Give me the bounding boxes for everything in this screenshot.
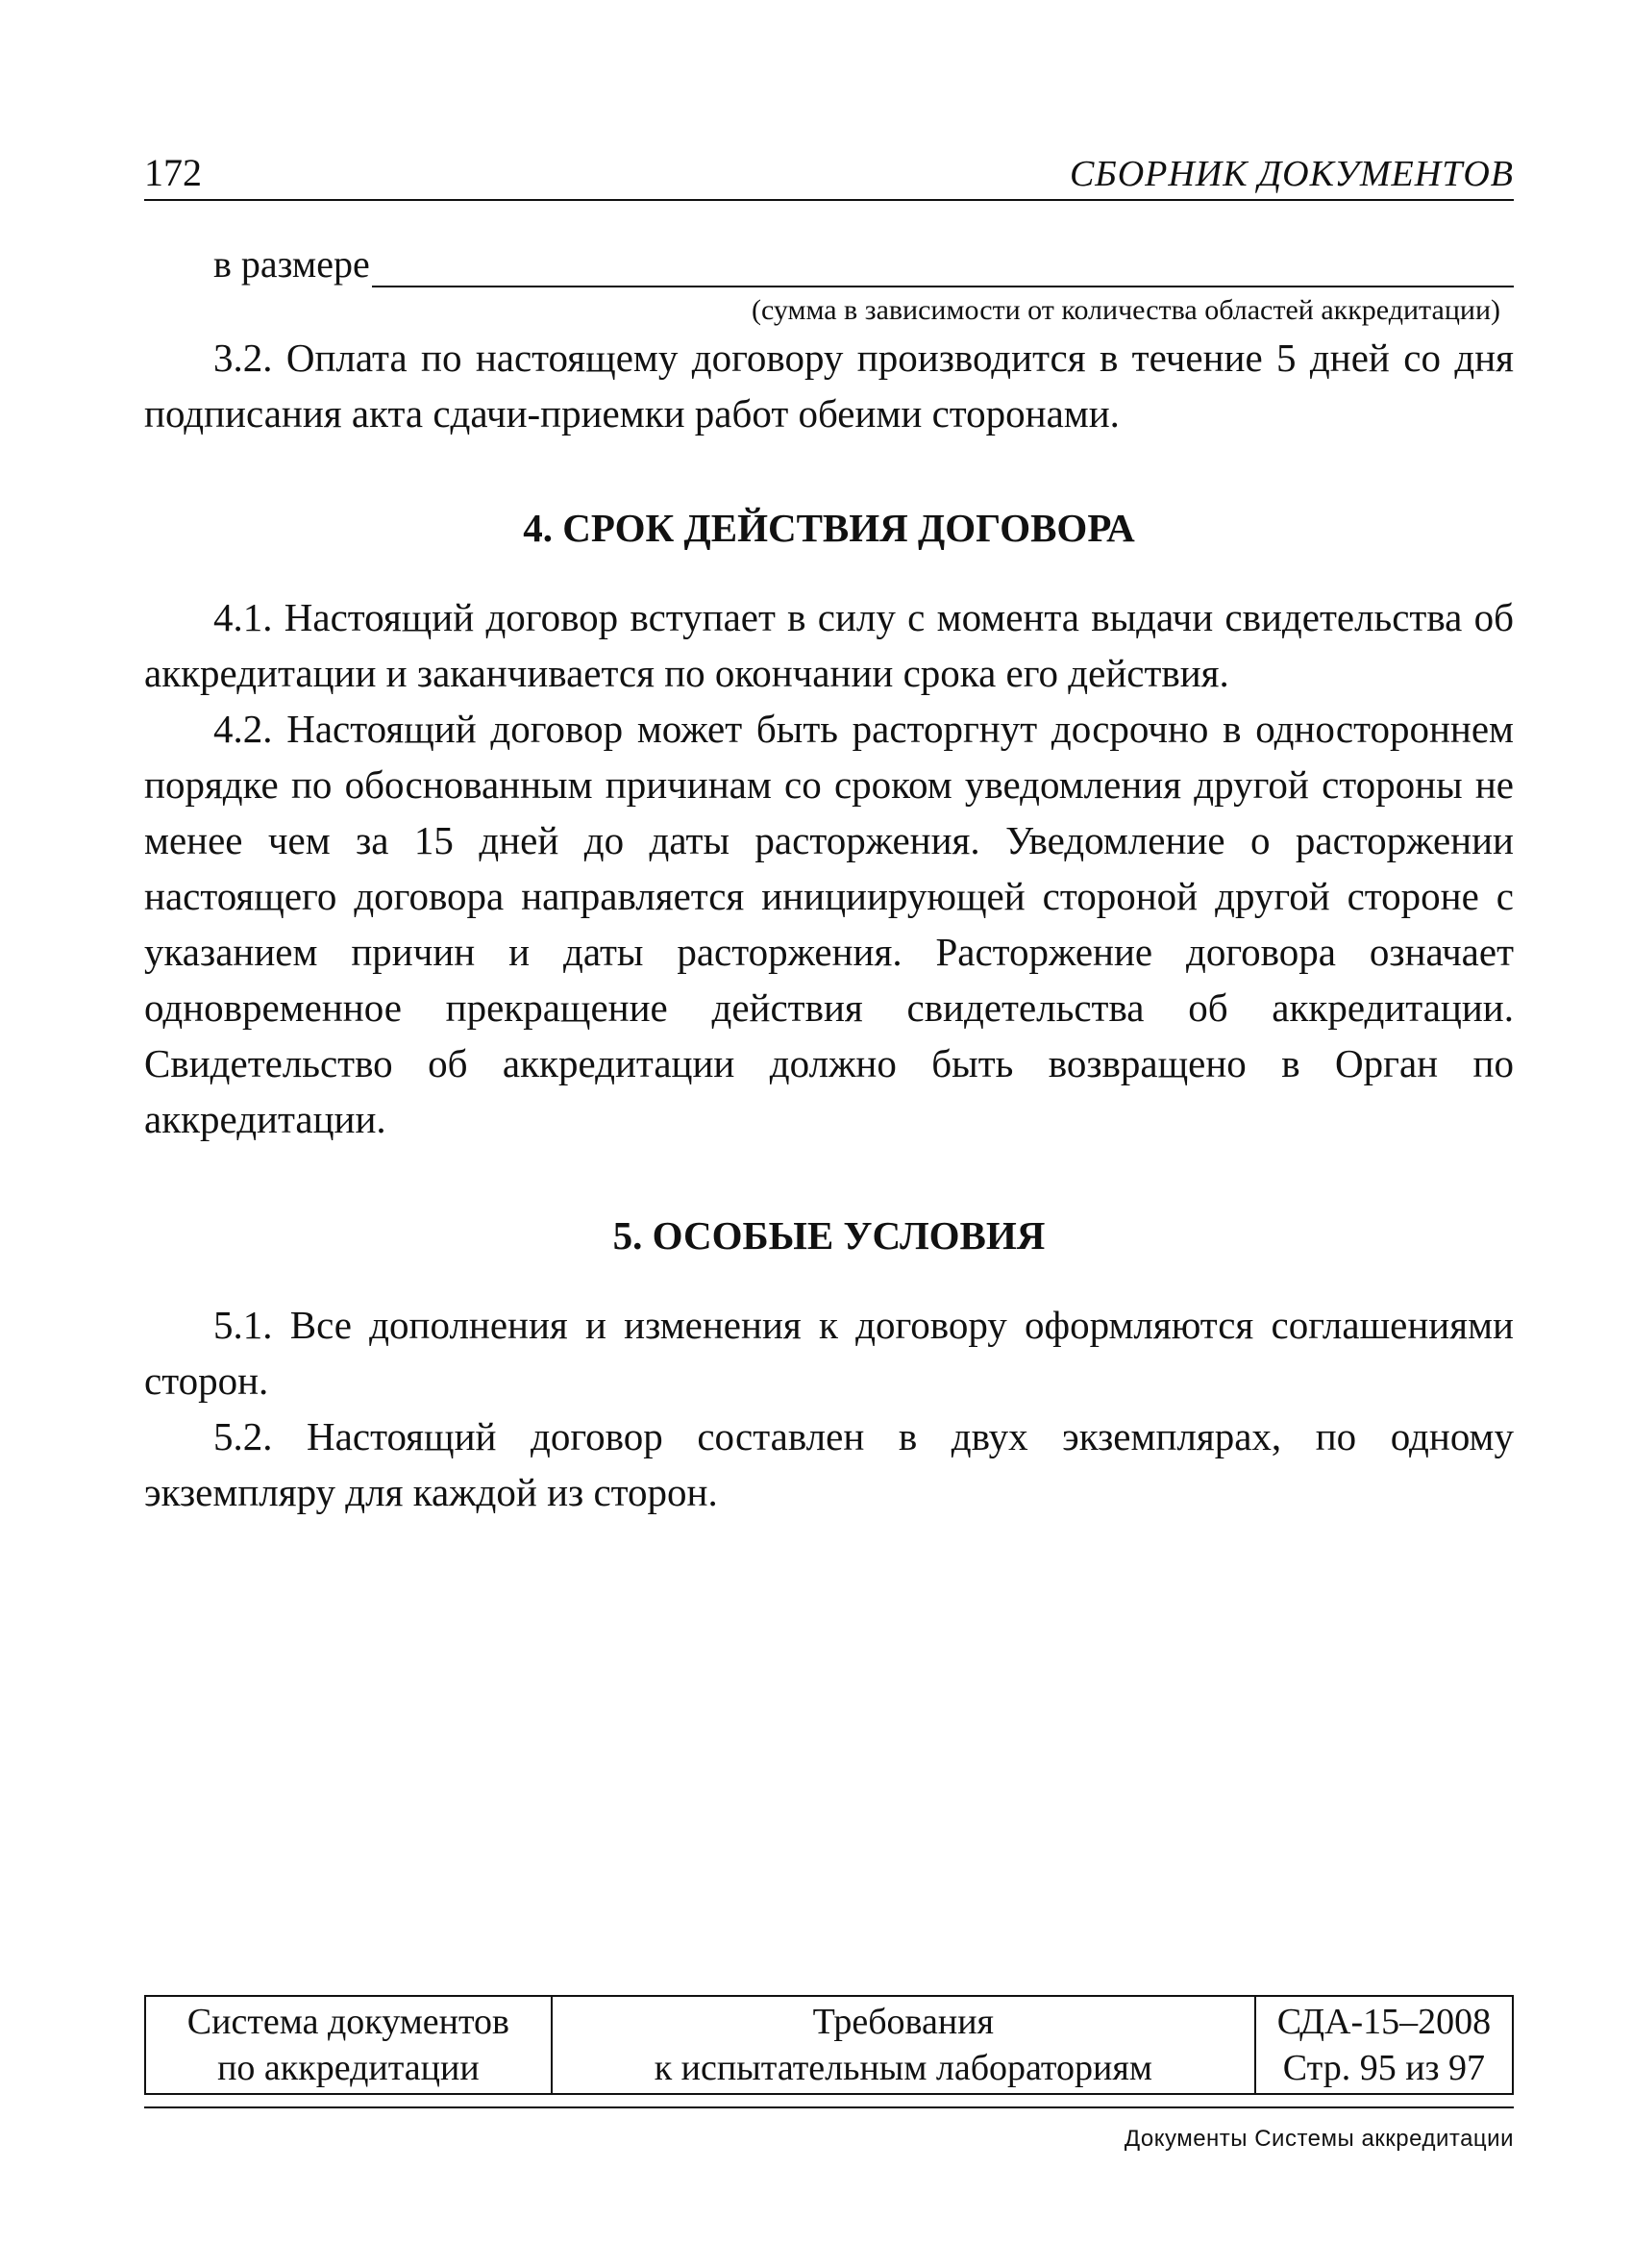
- system-line-1: Система документов: [186, 2002, 509, 2042]
- system-cell: [145, 1996, 552, 2094]
- code-cell: [1255, 1996, 1513, 2094]
- requirements-line-1: Требования: [812, 2002, 995, 2042]
- document-page: [144, 149, 1514, 1520]
- table-row: [145, 1996, 1513, 2094]
- footer-divider: [144, 2106, 1514, 2108]
- running-title: СБОРНИК ДОКУМЕНТОВ: [1069, 154, 1514, 194]
- section-title-5: 5. ОСОБЫЕ УСЛОВИЯ: [612, 1213, 1046, 1258]
- amount-blank-field: [372, 247, 1514, 287]
- amount-line: [144, 241, 1514, 287]
- requirements-cell: [552, 1996, 1255, 2094]
- footer-note: Документы Системы аккредитации: [1124, 2126, 1514, 2152]
- approval-table: [144, 1995, 1514, 2095]
- page-reference: Стр. 95 из 97: [1282, 2048, 1486, 2088]
- paragraph-3-2: 3.2. Оплата по настоящему договору производится в течение 5 дней со дня подписания акта сдачи-приемки работ обеими сторонами.: [144, 336, 1514, 436]
- paragraph-4-1: 4.1. Настоящий договор вступает в силу с момента выдачи свидетельства об аккредитации и заканчивается по окончании срока его действия.: [144, 595, 1514, 695]
- section-title-4: 4. СРОК ДЕЙСТВИЯ ДОГОВОРА: [523, 506, 1135, 550]
- amount-label: в размере: [213, 242, 370, 286]
- paragraph-5-2: 5.2. Настоящий договор составлен в двух экземплярах, по одному экземпляру для каждой из сторон.: [144, 1414, 1514, 1514]
- system-line-2: по аккредитации: [217, 2048, 480, 2088]
- paragraph-4-2: 4.2. Настоящий договор может быть расторгнут досрочно в одностороннем порядке по обоснованным причинам со сроком уведомления другой стороны не менее чем за 15 дней до даты расторжения. Уведомление о расторжении настоящего договора направляется инициирующей стороной другой стороне с указанием причин и даты расторжения. Расторжение договора означает одновременное прекращение действия свидетельства об аккредитации. Свидетельство об аккредитации должно быть возвращено в Орган по аккредитации.: [144, 707, 1514, 1141]
- page-number: 172: [144, 151, 202, 194]
- page-header: [144, 149, 1514, 201]
- document-code: СДА-15–2008: [1276, 2002, 1492, 2042]
- approval-block: [144, 1995, 1514, 2153]
- amount-hint: (сумма в зависимости от количества областей аккредитации): [751, 294, 1500, 326]
- requirements-line-2: к испытательным лабораториям: [654, 2048, 1152, 2088]
- paragraph-5-1: 5.1. Все дополнения и изменения к договору оформляются соглашениями сторон.: [144, 1303, 1514, 1403]
